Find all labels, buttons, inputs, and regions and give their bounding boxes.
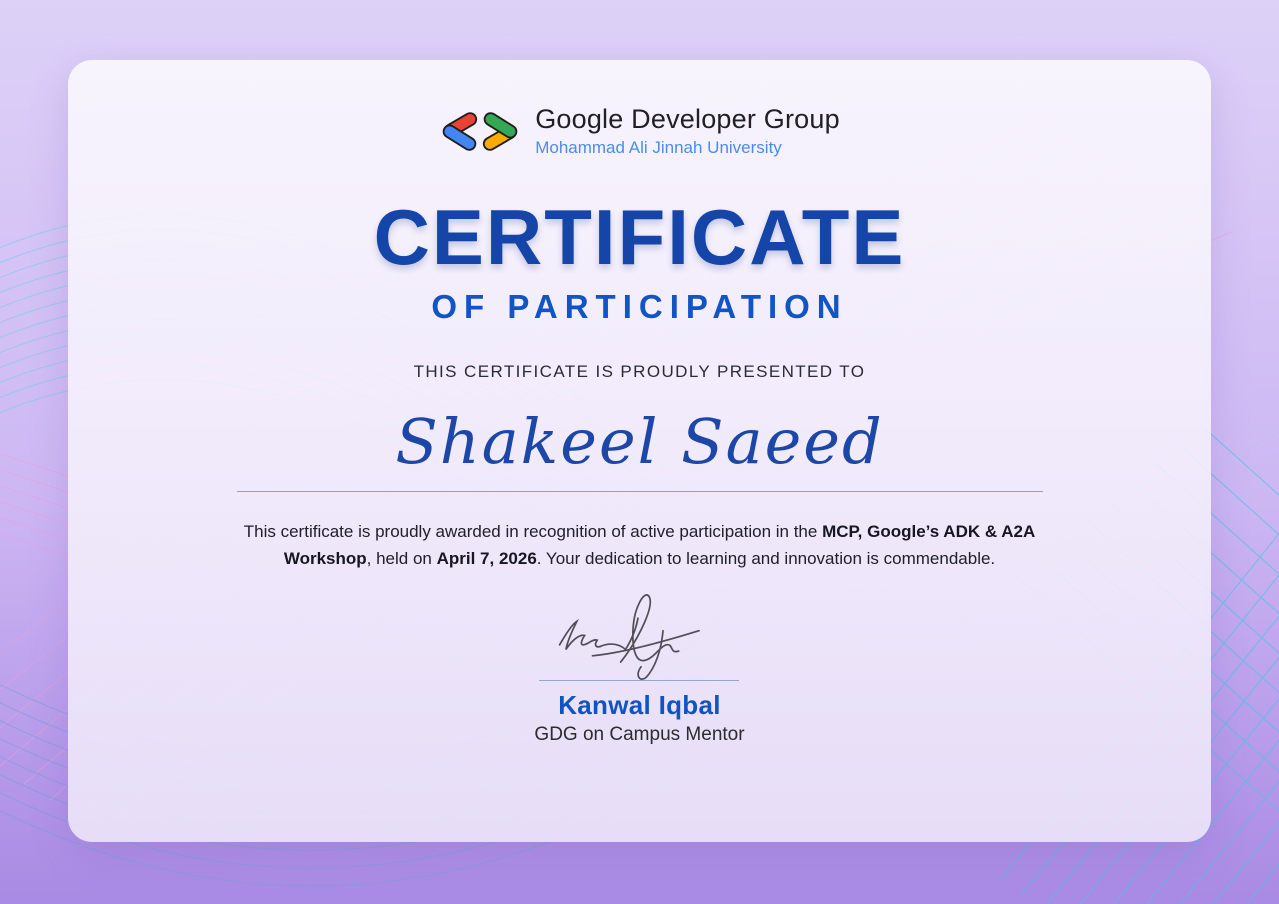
body-text	[240, 518, 1040, 572]
signatory-role: GDG on Campus Mentor	[534, 724, 745, 746]
logo-org-name: Google Developer Group	[535, 104, 840, 134]
gdg-logo	[439, 104, 840, 158]
event-date: April 7, 2026	[436, 549, 537, 569]
gdg-brackets-icon	[439, 110, 521, 153]
handwritten-signature	[537, 590, 742, 684]
body-text-prefix: This certificate is proudly awarded in recognition of active participation in the	[243, 522, 823, 542]
certificate-card	[68, 60, 1211, 842]
signatory-name: Kanwal Iqbal	[558, 690, 721, 721]
signature-block	[534, 590, 744, 746]
logo-chapter-name: Mohammad Ali Jinnah University	[535, 138, 782, 157]
body-text-mid: , held on	[366, 549, 437, 569]
certificate-title: CERTIFICATE	[373, 193, 906, 281]
logo-text	[535, 104, 840, 158]
presented-line: THIS CERTIFICATE IS PROUDLY PRESENTED TO	[413, 362, 866, 382]
body-text-suffix: . Your dedication to learning and innovation is commendable.	[536, 549, 996, 569]
name-underline	[237, 491, 1043, 492]
workshop-name: MCP, Google’s ADK & A2A Workshop	[283, 522, 1036, 569]
certificate-subtitle: OF PARTICIPATION	[431, 288, 848, 326]
recipient-name: Shakeel Saeed	[395, 405, 884, 479]
